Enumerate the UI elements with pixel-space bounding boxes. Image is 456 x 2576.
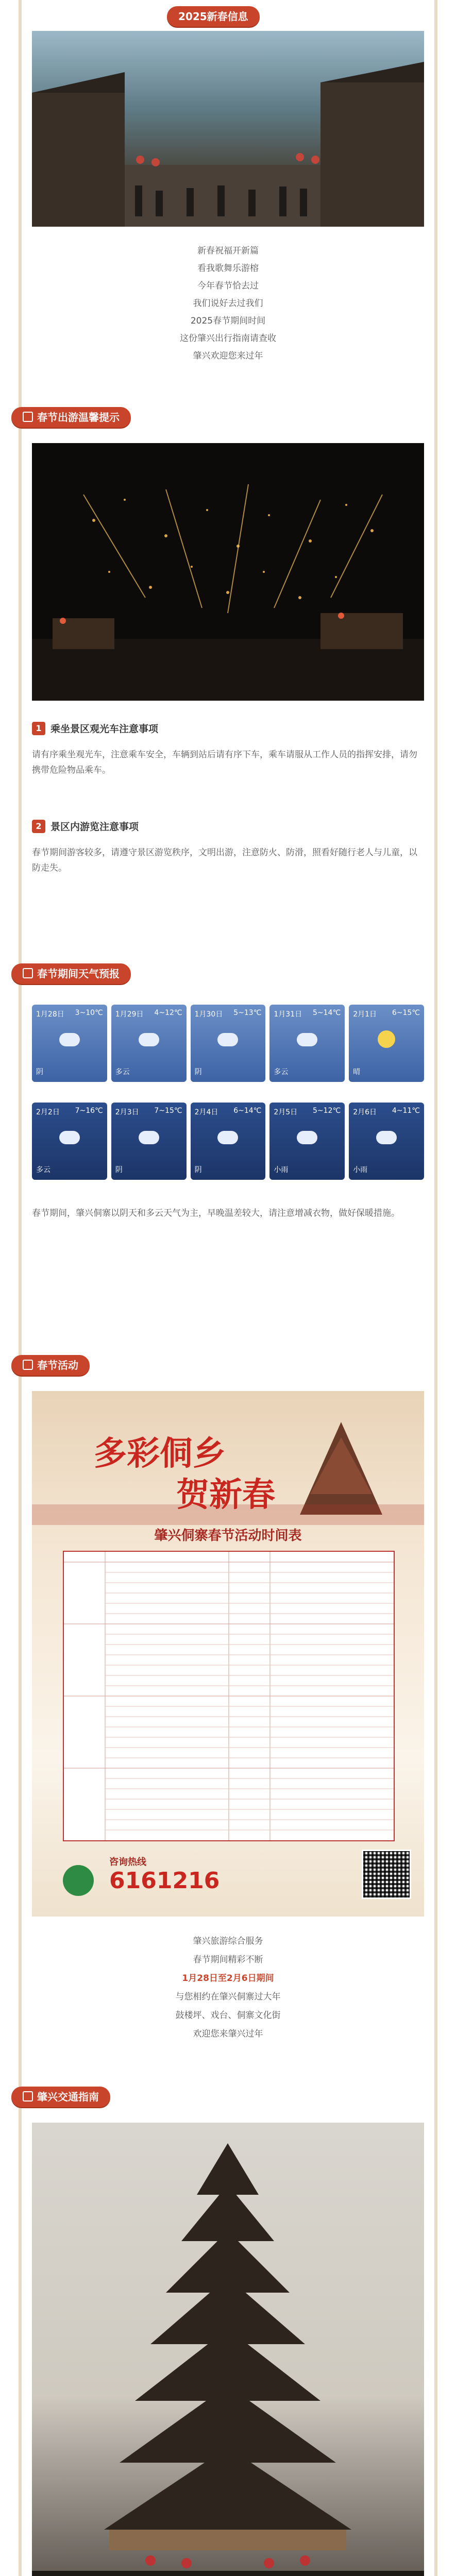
schedule-table [63,1551,395,1841]
tip-1-title: 1 乘坐景区观光车注意事项 [32,721,158,735]
intro-line: 这份肇兴出行指南请查收 [180,333,276,344]
poster-logo [63,1865,94,1896]
poster-hotline: 6161216 [109,1868,220,1894]
tips-photo [32,443,424,701]
poster-title-2: 贺新春 [176,1476,275,1514]
intro-line: 看我歌舞乐游榕 [197,263,259,274]
section-activities-label: 春节活动 [11,1355,90,1376]
poster-title-1: 多彩侗乡 [94,1434,226,1473]
weather-day: 2月3日 7~15℃ 阴 [111,1103,187,1180]
weather-day: 2月1日 6~15℃ 晴 [349,1005,424,1082]
section-weather-label: 春节期间天气预报 [11,963,131,984]
tip-1-number: 1 [32,722,45,735]
schedule-grid [64,1552,394,1840]
intro-line: 我们说好去过我们 [193,298,263,309]
weather-row-2 [32,1103,424,1180]
header-badge: 2025新春信息 [167,6,260,27]
weather-day: 1月28日 3~10℃ 阴 [32,1005,107,1082]
section-transport [19,2071,437,2576]
weather-day: 2月4日 6~14℃ 阴 [191,1103,266,1180]
caption-line: 与您相约在肇兴侗寨过大年 [175,1992,281,2002]
weather-day: 1月31日 5~14℃ 多云 [269,1005,345,1082]
tip-2-text: 春节期间游客较多，请遵守景区游览秩序，文明出游，注意防火、防滑，照看好随行老人与儿童，以防走失。 [32,848,417,873]
cloud-icon [59,1033,80,1046]
caption-line: 鼓楼坪、戏台、侗寨文化街 [175,2010,281,2021]
intro-line: 今年春节恰去过 [197,281,259,291]
weather-day: 2月5日 5~12℃ 小雨 [269,1103,345,1180]
drum-tower-image [32,2123,424,2576]
poster-hotline-label: 咨询热线 [109,1857,146,1868]
cloud-icon [23,968,33,978]
weather-day: 2月6日 4~11℃ 小雨 [349,1103,424,1180]
cloud-icon [139,1131,159,1144]
rain-icon [297,1131,317,1144]
activities-caption [22,1932,434,2043]
calendar-icon [23,412,33,422]
cloud-icon [297,1033,317,1046]
poster-subtitle: 肇兴侗寨春节活动时间表 [154,1528,302,1544]
car-icon [23,2091,33,2102]
tip-1-text: 请有序乘坐观光车，注意乘车安全，车辆到站后请有序下车，乘车请服从工作人员的指挥安排，请勿携带危险物品乘车。 [32,750,417,775]
weather-day: 2月2日 7~16℃ 多云 [32,1103,107,1180]
caption-line: 1月28日至2月6日期间 [182,1973,274,1984]
cloud-icon [139,1033,159,1046]
intro-line: 新春祝福开新篇 [197,246,259,256]
caption-line: 春节期间精彩不断 [193,1955,263,1965]
village-street-image [32,31,424,227]
section-activities [19,1340,437,2071]
poster-qr [362,1850,411,1899]
drum-tower-photo [32,2123,424,2576]
section-tips-label: 春节出游温馨提示 [11,407,131,428]
intro-text [22,242,434,365]
section-weather [19,948,437,1340]
cloud-icon [217,1131,238,1144]
star-icon [23,1360,33,1370]
tip-2-number: 2 [32,820,45,833]
intro-line: 2025春节期间时间 [190,316,266,326]
weather-day: 1月29日 4~12℃ 多云 [111,1005,187,1082]
sun-icon [378,1030,395,1048]
section-tips [19,392,437,948]
weather-note: 春节期间，肇兴侗寨以阴天和多云天气为主，早晚温差较大，请注意增减衣物，做好保暖措施。 [32,1208,400,1218]
section-transport-label: 肇兴交通指南 [11,2087,110,2107]
fireworks-image [32,443,424,701]
weather-row-1 [32,1005,424,1082]
caption-line: 欢迎您来肇兴过年 [193,2029,263,2039]
cloud-icon [59,1131,80,1144]
header-frame [19,0,437,392]
rain-icon [376,1131,397,1144]
caption-line: 肇兴旅游综合服务 [193,1936,263,1946]
intro-line: 肇兴欢迎您来过年 [193,351,263,361]
activity-poster [32,1391,424,1917]
cloud-icon [217,1033,238,1046]
tip-2-title: 2 景区内游览注意事项 [32,819,139,833]
weather-day: 1月30日 5~13℃ 阴 [191,1005,266,1082]
header-photo [32,31,424,227]
